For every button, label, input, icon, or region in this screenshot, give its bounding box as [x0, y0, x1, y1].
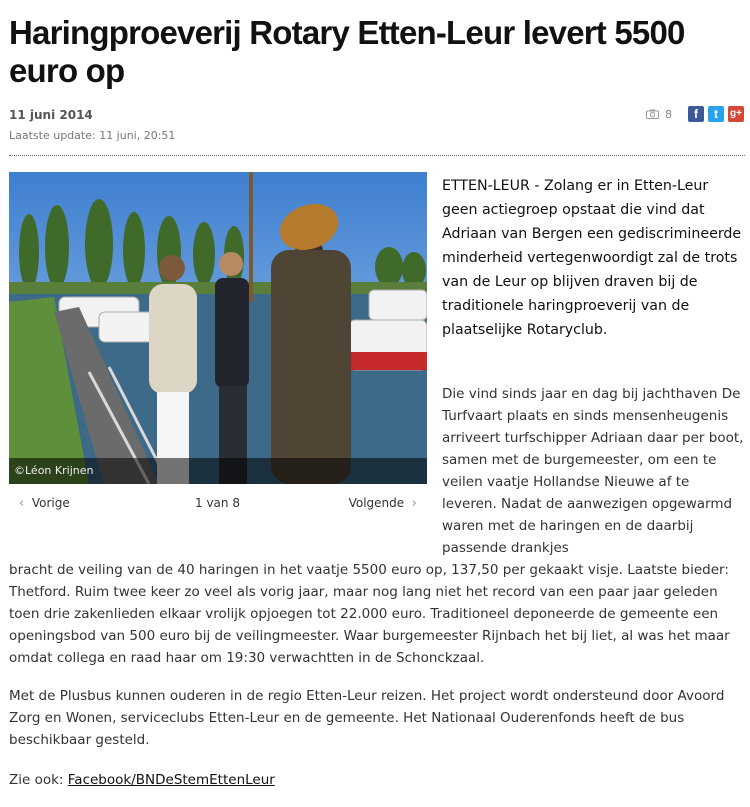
twitter-share-icon[interactable]: t: [708, 106, 724, 122]
see-also-label: Zie ook:: [9, 772, 68, 788]
article-paragraph-2-continued: bracht de veiling van de 40 haringen in het vaatje 5500 euro op, 137,50 per gekaakt visje. Laatste bieder: Thetford. Ruim twee keer zo veel als vorig jaar, maar nog lang niet het record van een paar jaar geleden toen drie zakenlieden elkaar vrolijk opjoegen tot 22.000 euro. Traditioneel deponeerde de gemeente een openingsbod van 500 euro bij de veilingmeester. Waar burgemeester Rijnbach het bij liet, al was het maar omdat collega en raad haar om 19:30 verwachtten in de Schonckzaal.: [9, 562, 730, 666]
article-photo[interactable]: [9, 172, 427, 484]
photo-count[interactable]: [646, 108, 672, 121]
googleplus-share-icon[interactable]: g+: [728, 106, 744, 122]
photo-position: 1 van 8: [195, 496, 240, 510]
chevron-right-icon: ›: [411, 496, 417, 511]
article-title: Haringproeverij Rotary Etten-Leur levert 5500 euro op: [9, 14, 685, 89]
article-date: 11 juni 2014: [9, 108, 93, 122]
facebook-page-link[interactable]: Facebook/BNDeStemEttenLeur: [67, 772, 275, 788]
camera-icon: [646, 109, 659, 119]
next-photo-button[interactable]: [349, 496, 417, 511]
article-lead: ETTEN-LEUR - Zolang er in Etten-Leur geen actiegroep opstaat die vind dat Adriaan van Bergen een gediscrimineerde minderheid vertegenwoordigt zal de trots van de Leur op blijven draven bij de traditionele haringproeverij van de plaatselijke Rotaryclub.: [442, 178, 742, 338]
previous-photo-button[interactable]: [19, 496, 70, 511]
chevron-left-icon: ‹: [19, 496, 25, 511]
last-update: Laatste update: 11 juni, 20:51: [9, 129, 176, 142]
photo-carousel-nav: [9, 494, 427, 514]
see-also: [9, 769, 746, 791]
article-tools: [646, 106, 744, 122]
article-paragraph-2-start: Die vind sinds jaar en dag bij jachthaven De Turfvaart plaats en sinds mensenheugenis arriveert turfschipper Adriaan daar per boot, samen met de burgemeester, om een te veilen vaatje Hollandse Nieuwe af te leveren. Nadat de aanwezigen opgewarmd waren met de haringen en de daarbij passende drankjes: [442, 386, 744, 556]
harbour-scene-image: [9, 172, 427, 484]
photo-count-value: 8: [665, 107, 672, 121]
facebook-share-icon[interactable]: f: [688, 106, 704, 122]
previous-label: Vorige: [31, 496, 70, 510]
article-paragraph-3: Met de Plusbus kunnen ouderen in de regio Etten-Leur reizen. Het project wordt ondersteund door Avoord Zorg en Wonen, serviceclubs Etten-Leur en de gemeente. Het Nationaal Ouderenfonds heeft de bus beschikbaar gesteld.: [9, 688, 725, 748]
next-label: Volgende: [348, 496, 405, 510]
header-divider: [9, 155, 745, 156]
photo-credit: ©Léon Krijnen: [9, 458, 427, 484]
